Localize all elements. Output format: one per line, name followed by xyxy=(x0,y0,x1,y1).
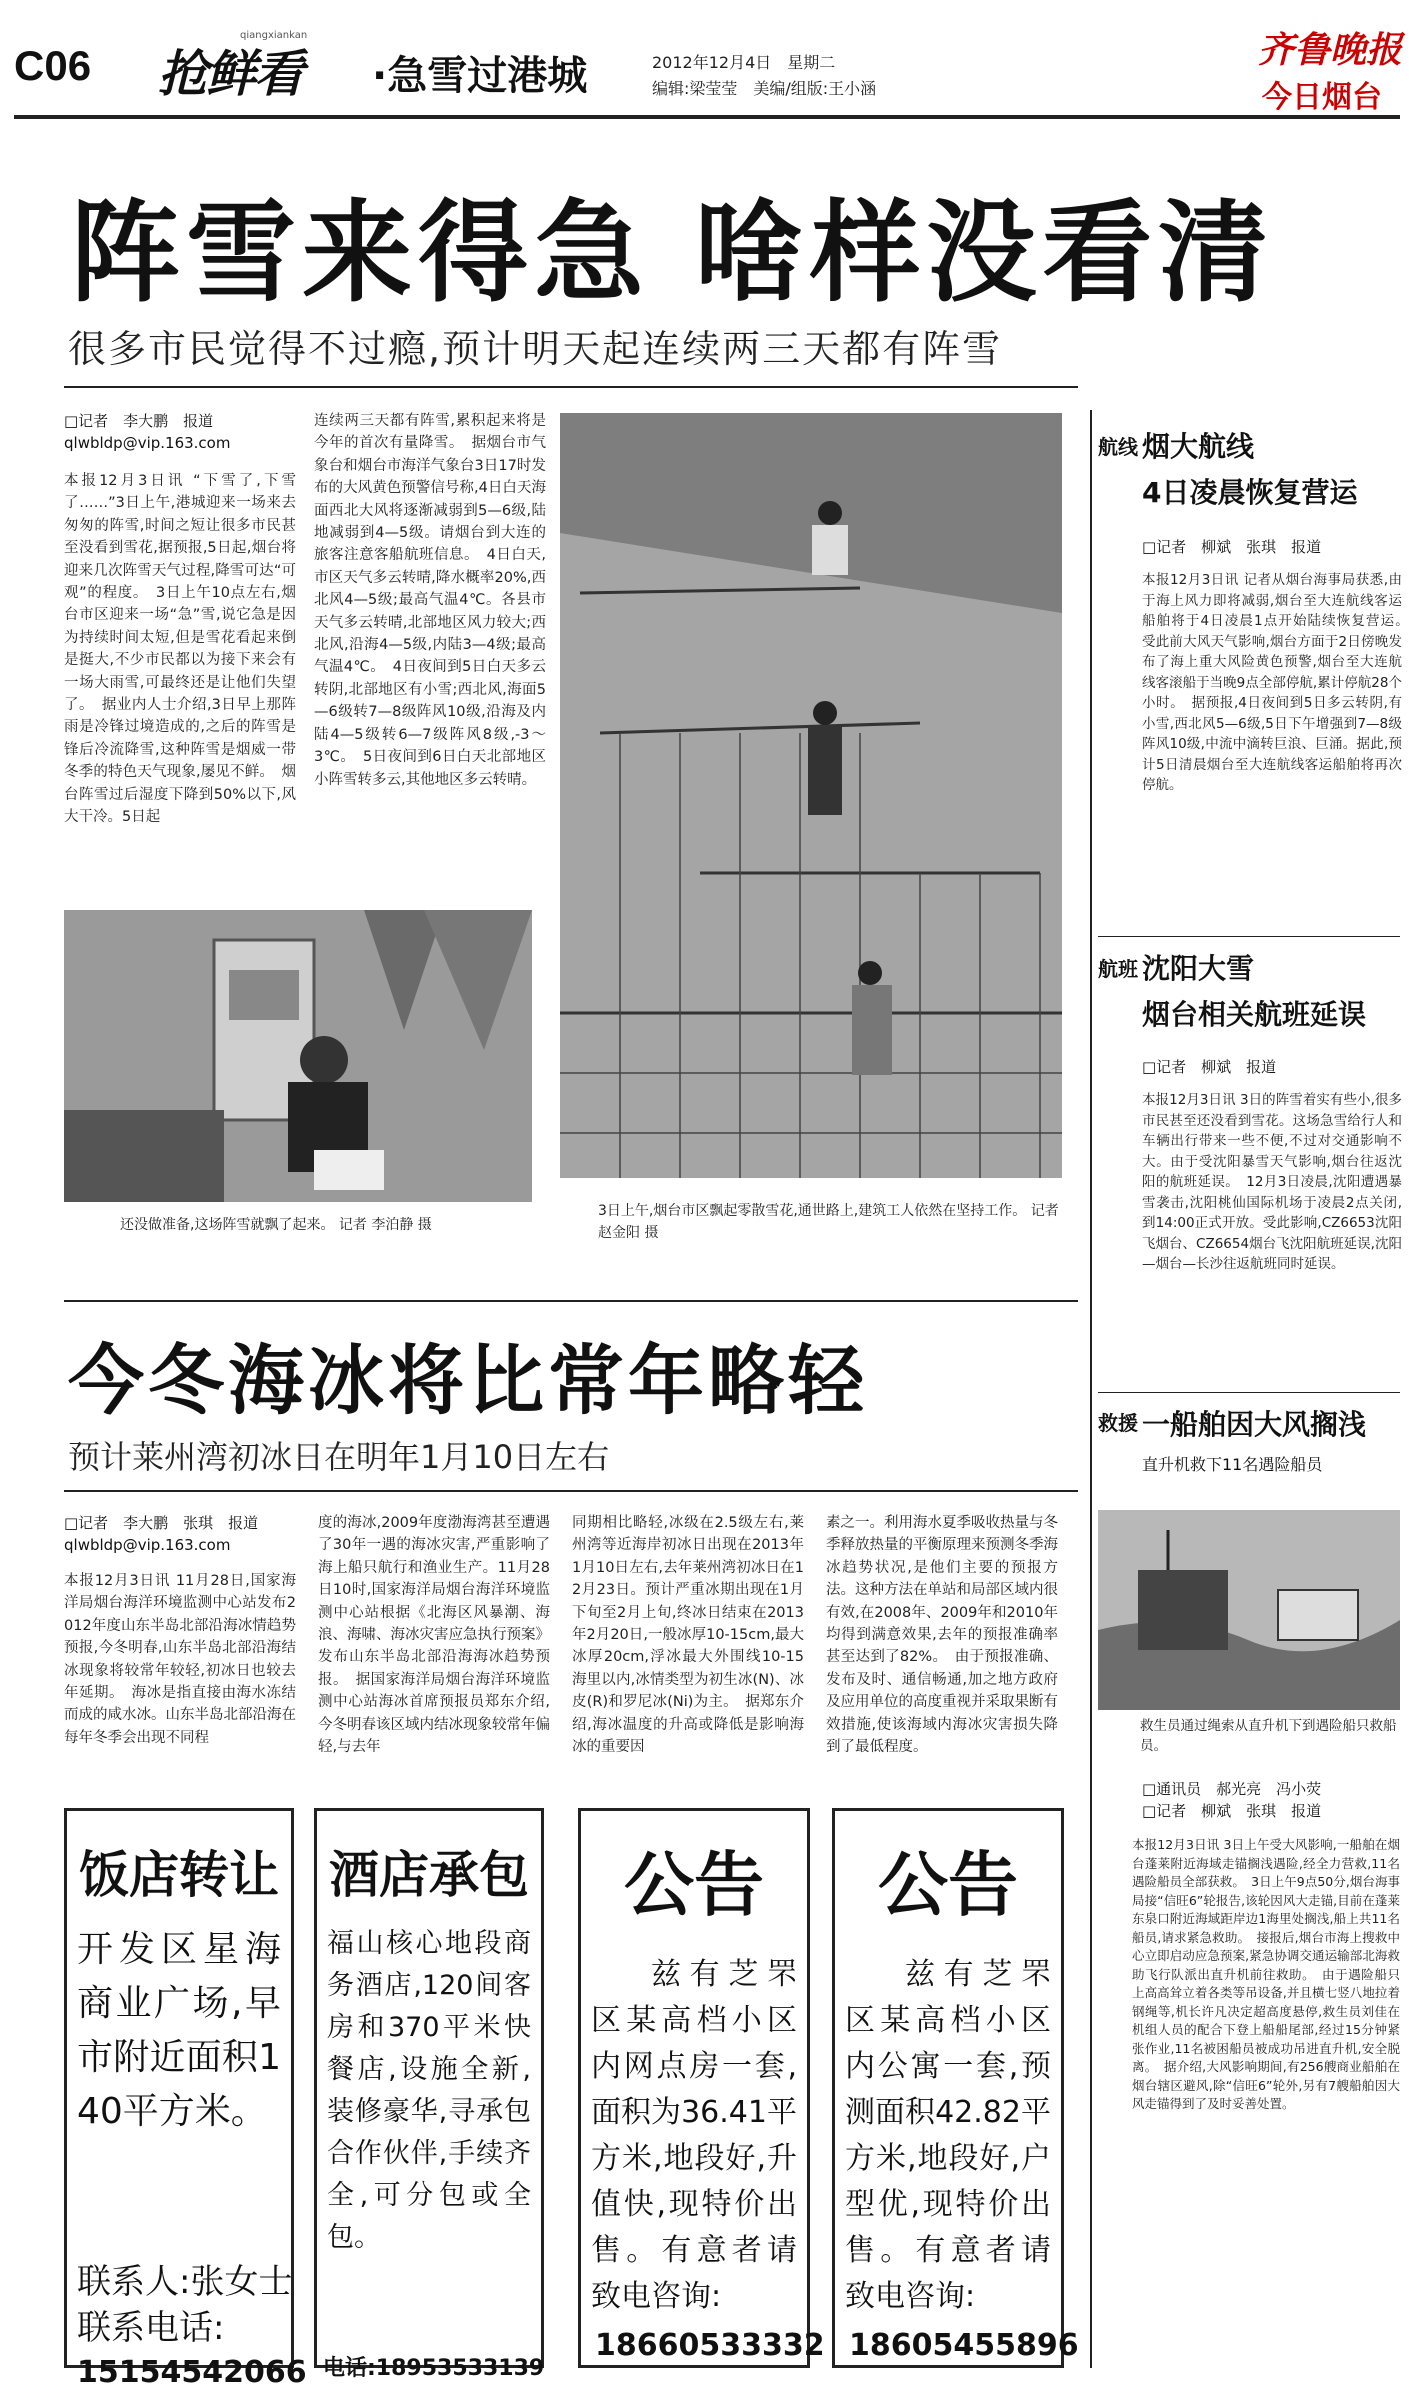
ad-title: 饭店转让 xyxy=(79,1846,279,1904)
sidebar-item1-headline xyxy=(1142,424,1400,516)
ad-phone: 电话:18953533139 xyxy=(323,2356,545,2381)
sidebar-separator xyxy=(1098,1392,1400,1393)
byline: □记者 李大鹏 报道 xyxy=(64,412,214,430)
photo-illustration xyxy=(560,413,1062,1178)
ad-text: 福山核心地段商务酒店,120间客房和370平米快餐店,设施全新,装修豪华,寻承包合作伙伴,手续齐全,可分包或全包。 xyxy=(327,1928,531,2253)
article-text: 本报12月3日讯 11月28日,国家海洋局烟台海洋环境监测中心站发布2012年度山东半岛北部沿海冰情趋势预报,今冬明春,山东半岛北部沿海结冰现象将较常年较轻,初冰日也较去年延期。 海冰是指直接由海水冻结而成的咸水冰。山东半岛北部沿海在每年冬季会出现不同程 xyxy=(64,1573,296,1746)
sidebar-item1-byline: □记者 柳斌 张琪 报道 xyxy=(1142,538,1322,556)
sidebar-separator xyxy=(1098,936,1400,937)
sidebar-item1-body xyxy=(1142,570,1416,936)
photo-illustration xyxy=(64,910,532,1202)
photo-illustration xyxy=(1098,1510,1400,1710)
headline-line1: 沈阳大雪 xyxy=(1142,952,1255,985)
article-text: 度的海冰,2009年度渤海湾甚至遭遇了30年一遇的海冰灾害,严重影响了海上船只航行和渔业生产。11月28日10时,国家海洋局烟台海洋环境监测中心站根据《北海区风暴潮、海浪、海啸、海冰灾害应急执行预案》发布山东半岛北部沿海海冰趋势预报。 据国家海洋局烟台海洋环境监测中心站海冰首席预报员郑东介绍,今冬明春该区域内结冰现象较常年偏轻,与去年 xyxy=(318,1515,550,1756)
helicopter-rescue-photo xyxy=(1098,1510,1400,1710)
ad-phone: 15154542066 xyxy=(77,2355,307,2390)
photo1-caption: 还没做准备,这场阵雪就飘了起来。 记者 李泊静 摄 xyxy=(120,1217,432,1233)
sidebar-tag-flight: 航班 xyxy=(1098,957,1138,981)
main-subheadline: 很多市民觉得不过瘾,预计明天起连续两三天都有阵雪 xyxy=(68,327,1003,371)
sidebar-item2-body xyxy=(1142,1090,1402,1380)
paper-logo: 齐鲁晚报 xyxy=(1258,29,1403,71)
sidebar-photo-caption: 救生员通过绳索从直升机下到遇险船只救船员。 xyxy=(1140,1718,1397,1754)
story1-divider xyxy=(64,386,1078,388)
ad-text: 兹有芝罘区某高档小区内网点房一套,面积为36.41平方米,地段好,升值快,现特价出售。有意者请致电咨询: xyxy=(591,1957,797,2314)
story2-column-4 xyxy=(826,1512,1058,1798)
edition-name: 今日烟台 xyxy=(1262,80,1382,115)
editor-credits: 编辑:梁莹莹 美编/组版:王小涵 xyxy=(652,79,877,98)
ad-title: 公告 xyxy=(624,1844,764,1926)
construction-workers-photo xyxy=(560,413,1062,1178)
photo2-caption: 3日上午,烟台市区飘起零散雪花,通世路上,建筑工人依然在坚持工作。 记者 赵金阳 摄 xyxy=(598,1203,1059,1241)
sidebar-item3-byline2: □记者 柳斌 张琪 报道 xyxy=(1142,1802,1322,1820)
ad-notice-shop xyxy=(578,1808,825,2368)
ad-phone: 18660533332 xyxy=(595,2328,825,2363)
article-text: 同期相比略轻,冰级在2.5级左右,莱州湾等近海岸初冰日出现在2013年1月10日左右,去年莱州湾初冰日在12月23日。预计严重冰期出现在1月下旬至2月上旬,终冰日结束在2013年2月20日,一般冰厚10-15cm,最大冰厚20cm,浮冰最大外围线10-15海里以内,冰情类型为初生冰(N)、冰皮(R)和罗尼冰(Ni)为主。 据郑东介绍,海冰温度的升高或降低是影响海冰的重要因 xyxy=(572,1515,804,1756)
story1-column-1 xyxy=(64,470,296,900)
headline-line2: 4日凌晨恢复营运 xyxy=(1142,476,1358,509)
story2-column-2 xyxy=(318,1512,550,1798)
sidebar-item2-byline: □记者 柳斌 报道 xyxy=(1142,1058,1277,1076)
story1-column-2 xyxy=(314,410,546,900)
ad-restaurant-transfer xyxy=(64,1808,307,2390)
headline-line1: 烟大航线 xyxy=(1142,430,1255,463)
story2-column-3 xyxy=(572,1512,804,1798)
sidebar-item2-headline xyxy=(1142,946,1400,1038)
sidebar-item3-byline1: □通讯员 郝光亮 冯小荧 xyxy=(1142,1780,1322,1798)
page-number: C06 xyxy=(14,42,92,89)
brand-pinyin: qiangxiankan xyxy=(240,30,308,41)
story2-byline xyxy=(64,1512,302,1556)
article-text: 本报12月3日讯 记者从烟台海事局获悉,由于海上风力即将减弱,烟台至大连航线客运船舶将于4日凌晨1点开始陆续恢复营运。 受此前大风天气影响,烟台方面于2日傍晚发布了海上重大风险黄色预警,烟台至大连航线客滚船于当晚9点全部停航,累计停航28个小时。 据预报,4日夜间到5日多云转阴,有小雪,西北风5—6级,5日下午增强到7—8级阵风10级,中流中滴转巨浪、巨涌。据此,预计5日清晨烟台至大连航线客运船舶将再次停航。 xyxy=(1142,572,1416,793)
sidebar-item3-headline: 一船舶因大风搁浅 xyxy=(1142,1408,1367,1441)
article-text: 本报12月3日讯 3日上午受大风影响,一船舶在烟台蓬莱附近海域走锚搁浅遇险,经全力营救,11名遇险船员全部获救。 3日上午9点50分,烟台海事局接“信旺6”轮报告,该轮因风大走锚,目前在蓬莱东泉口附近海域距岸边1海里处搁浅,船上共11名船员,请求紧急救助。 接报后,烟台市海上搜救中心立即启动应急预案,紧急协调交通运输部北海救助飞行队派出直升机前往救助。 由于遇险船只上高高耸立着各类等吊设备,并且横七竖八地拉着钢绳等,机长许凡决定超高度悬停,救生员刘佳在机组人员的配合下登上船船尾部,经过15分钟紧张作业,11名被困船员被成功吊进直升机,安全脱离。 据介绍,大风影响期间,有256艘商业船舶在烟台辖区避风,除“信旺6”轮外,另有7艘船舶因大风走锚得到了及时妥善处置。 xyxy=(1132,1837,1400,2111)
main-headline: 阵雪来得急 啥样没看清 xyxy=(70,189,1275,317)
email: qlwbldp@vip.163.com xyxy=(64,434,231,452)
snow-street-photo xyxy=(64,910,532,1202)
dateline xyxy=(652,50,876,102)
sidebar-tag-rescue: 救援 xyxy=(1098,1411,1138,1435)
brand-logo: 抢鲜看 xyxy=(158,45,302,103)
article-text: 连续两三天都有阵雪,累积起来将是今年的首次有量降雪。 据烟台市气象台和烟台市海洋气象台3日17时发布的大风黄色预警信号称,4日白天海面西北大风将逐渐减弱到5—6级,陆地减弱到4—5级。请烟台到大连的旅客注意客船航班信息。 4日白天,市区天气多云转晴,降水概率20%,西北风4—5级;最高气温4℃。各县市天气多云转晴,北部地区风力较大;西北风,沿海4—5级,内陆3—4级;最高气温4℃。 4日夜间到5日白天多云转阴,北部地区有小雪;西北风,海面5—6级转7—8级阵风10级,沿海及内陆4—5级转6—7级阵风8级,-3～3℃。 5日夜间到6日白天北部地区小阵雪转多云,其他地区多云转晴。 xyxy=(314,413,546,788)
ad-contact: 联系人:张女士 xyxy=(77,2262,293,2302)
masthead-divider xyxy=(14,115,1400,119)
ad-text: 兹有芝罘区某高档小区内公寓一套,预测面积42.82平方米,地段好,户型优,现特价出售。有意者请致电咨询: xyxy=(845,1957,1051,2314)
issue-date: 2012年12月4日 星期二 xyxy=(652,53,836,72)
headline-line2: 烟台相关航班延误 xyxy=(1142,998,1367,1031)
sidebar-item3-subhead: 直升机救下11名遇险船员 xyxy=(1142,1455,1323,1474)
story2-column-1 xyxy=(64,1570,296,1798)
email: qlwbldp@vip.163.com xyxy=(64,1536,231,1554)
ad-title: 酒店承包 xyxy=(329,1846,529,1904)
sidebar-divider xyxy=(1090,410,1092,2368)
ad-notice-apartment xyxy=(832,1808,1079,2368)
sidebar-item3-body xyxy=(1132,1836,1400,2368)
article-text: 本报12月3日讯 3日的阵雪着实有些小,很多市民甚至还没看到雪花。这场急雪给行人和车辆出行带来一些不便,不过对交通影响不大。由于受沈阳暴雪天气影响,烟台往返沈阳的航班延误。 12月3日凌晨,沈阳遭遇暴雪袭击,沈阳桃仙国际机场于凌晨2点关闭,到14:00正式开放。受此影响,CZ6653沈阳飞烟台、CZ6654烟台飞沈阳航班延误,沈阳—烟台—长沙往返航班同时延误。 xyxy=(1142,1092,1402,1272)
ad-text: 开发区星海商业广场,早市附近面积140平方米。 xyxy=(77,1929,281,2132)
ad-title: 公告 xyxy=(878,1844,1018,1926)
ad-phone-label: 联系电话: xyxy=(77,2308,225,2348)
story2-top-divider xyxy=(64,1300,1078,1302)
article-text: 本报12月3日讯 “下雪了,下雪了……”3日上午,港城迎来一场来去匆匆的阵雪,时间之短让很多市民甚至没看到雪花,据预报,5日起,烟台将迎来几次阵雪天气过程,降雪可达“可观”的程度。 3日上午10点左右,烟台市区迎来一场“急”雪,说它急是因为持续时间太短,但是雪花看起来倒是挺大,不少市民都以为接下来会有一场大雨雪,可最终还是让他们失望了。 据业内人士介绍,3日早上那阵雨是冷锋过境造成的,之后的阵雪是锋后冷流降雪,这种阵雪是烟威一带冬季的特色天气现象,屡见不鲜。 烟台阵雪过后湿度下降到50%以下,风大干冷。5日起 xyxy=(64,473,296,826)
second-headline: 今冬海冰将比常年略轻 xyxy=(68,1336,868,1425)
ad-hotel-contract xyxy=(314,1808,545,2381)
byline: □记者 李大鹏 张琪 报道 xyxy=(64,1514,259,1532)
section-title: ·急雪过港城 xyxy=(372,53,588,99)
second-subheadline: 预计莱州湾初冰日在明年1月10日左右 xyxy=(68,1438,610,1476)
ad-phone: 18605455896 xyxy=(849,2328,1079,2363)
article-text: 素之一。利用海水夏季吸收热量与冬季释放热量的平衡原理来预测冬季海冰趋势状况,是他们主要的预报方法。这种方法在单站和局部区域内很有效,在2008年、2009年和2010年均得到满意效果,去年的预报准确率甚至达到了82%。 由于预报准确、发布及时、通信畅通,加之地方政府及应用单位的高度重视并采取果断有效措施,使该海域内海冰灾害损失降到了最低程度。 xyxy=(826,1515,1058,1756)
story1-byline xyxy=(64,410,294,454)
sidebar-tag-route: 航线 xyxy=(1098,435,1138,459)
story2-divider xyxy=(64,1490,1078,1492)
